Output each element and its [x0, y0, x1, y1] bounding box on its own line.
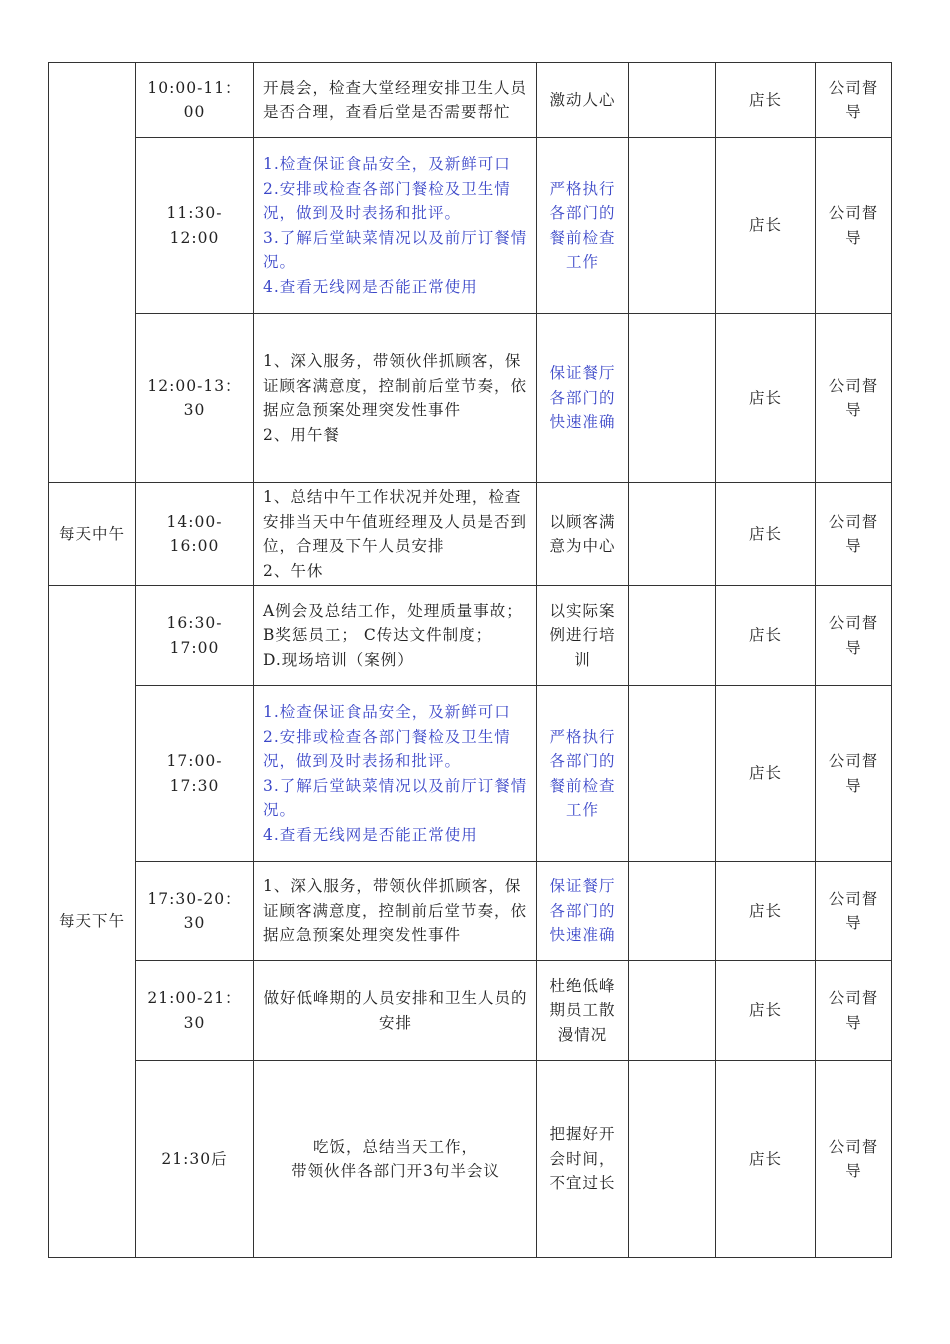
purpose-cell — [537, 586, 629, 686]
owner-cell — [716, 138, 816, 314]
time-cell — [136, 862, 254, 961]
purpose-cell — [537, 862, 629, 961]
table-row — [49, 314, 892, 483]
supervisor-label: 公司督导 — [828, 204, 879, 247]
empty-cell — [629, 586, 716, 686]
content-line: 1、总结中午工作状况并处理，检查安排当天中午值班经理及人员是否到位，合理及下午人员安排 — [263, 488, 528, 555]
content-line: D.现场培训（案例） — [263, 650, 414, 669]
content-cell — [254, 314, 537, 483]
content-line: 开晨会，检查大堂经理安排卫生人员是否合理，查看后堂是否需要帮忙 — [263, 78, 528, 121]
supervisor-cell — [816, 138, 892, 314]
time-label: 14:00-16:00 — [166, 512, 223, 555]
owner-label: 店长 — [748, 1149, 782, 1168]
time-cell — [136, 1061, 254, 1258]
purpose-cell — [537, 314, 629, 483]
purpose-label: 保证餐厅各部门的快速准确 — [549, 364, 616, 432]
period-label: 每天下午 — [58, 912, 125, 931]
supervisor-label: 公司督导 — [828, 512, 879, 555]
management-schedule-table — [48, 62, 892, 1258]
content-line: 1.检查保证食品安全，及新鲜可口 — [263, 155, 511, 173]
purpose-label: 激动人心 — [549, 90, 616, 109]
content-cell — [254, 686, 537, 862]
purpose-label: 严格执行各部门的餐前检查工作 — [549, 179, 616, 271]
purpose-cell — [537, 686, 629, 862]
supervisor-label: 公司督导 — [828, 78, 879, 121]
empty-cell — [629, 63, 716, 138]
content-line: 2、用午餐 — [263, 425, 340, 444]
empty-cell — [629, 314, 716, 483]
owner-label: 店长 — [748, 524, 782, 543]
supervisor-label: 公司督导 — [828, 376, 879, 419]
time-label: 17:00-17:30 — [166, 752, 223, 795]
empty-cell — [629, 686, 716, 862]
owner-cell — [716, 862, 816, 961]
content-line: A例会及总结工作，处理质量事故； B奖惩员工； C传达文件制度； — [263, 601, 523, 645]
content-line: 1.检查保证食品安全，及新鲜可口 — [263, 703, 511, 721]
time-cell — [136, 138, 254, 314]
owner-cell — [716, 483, 816, 586]
owner-cell — [716, 686, 816, 862]
supervisor-cell — [816, 686, 892, 862]
time-label: 11:30-12:00 — [166, 204, 223, 247]
empty-cell — [629, 1061, 716, 1258]
content-cell — [254, 586, 537, 686]
time-cell — [136, 961, 254, 1061]
owner-label: 店长 — [748, 1001, 782, 1020]
table-row — [49, 138, 892, 314]
content-line: 2.安排或检查各部门餐检及卫生情况，做到及时表扬和批评。 — [263, 179, 511, 222]
purpose-label: 以实际案例进行培训 — [549, 601, 616, 669]
owner-cell — [716, 314, 816, 483]
time-label: 12:00-13：30 — [147, 376, 242, 419]
content-line: 做好低峰期的人员安排和卫生人员的安排 — [263, 989, 528, 1032]
table-row — [49, 586, 892, 686]
table-row — [49, 63, 892, 138]
time-cell — [136, 586, 254, 686]
purpose-cell — [537, 961, 629, 1061]
supervisor-cell — [816, 63, 892, 138]
time-cell — [136, 314, 254, 483]
content-cell — [254, 862, 537, 961]
supervisor-label: 公司督导 — [828, 989, 879, 1032]
time-label: 10:00-11：00 — [147, 78, 242, 121]
time-cell — [136, 686, 254, 862]
period-cell — [49, 63, 136, 483]
table-row — [49, 862, 892, 961]
empty-cell — [629, 138, 716, 314]
content-line: 4.查看无线网是否能正常使用 — [263, 825, 478, 844]
supervisor-label: 公司督导 — [828, 752, 879, 795]
content-line: 3.了解后堂缺菜情况以及前厅订餐情况。 — [263, 776, 528, 819]
time-label: 16:30-17:00 — [166, 614, 223, 657]
supervisor-cell — [816, 1061, 892, 1258]
content-line: 1、深入服务，带领伙伴抓顾客，保证顾客满意度，控制前后堂节奏，依据应急预案处理突发性事件 — [263, 352, 528, 419]
time-cell — [136, 63, 254, 138]
supervisor-cell — [816, 862, 892, 961]
content-cell — [254, 63, 537, 138]
empty-cell — [629, 483, 716, 586]
purpose-label: 以顾客满意为中心 — [549, 512, 616, 555]
owner-label: 店长 — [748, 216, 782, 235]
content-line: 4.查看无线网是否能正常使用 — [263, 277, 478, 296]
time-label: 21:30后 — [161, 1149, 228, 1168]
purpose-cell — [537, 483, 629, 586]
period-label: 每天中午 — [58, 524, 125, 543]
supervisor-cell — [816, 961, 892, 1061]
content-cell — [254, 1061, 537, 1258]
supervisor-label: 公司督导 — [828, 1137, 879, 1180]
table-row — [49, 483, 892, 586]
content-line: 3.了解后堂缺菜情况以及前厅订餐情况。 — [263, 228, 528, 271]
purpose-cell — [537, 1061, 629, 1258]
table-row — [49, 686, 892, 862]
content-line: 吃饭，总结当天工作， — [312, 1137, 478, 1156]
owner-label: 店长 — [748, 764, 782, 783]
period-cell — [49, 586, 136, 1258]
purpose-label: 把握好开会时间，不宜过长 — [549, 1125, 616, 1193]
supervisor-cell — [816, 586, 892, 686]
supervisor-cell — [816, 314, 892, 483]
time-cell — [136, 483, 254, 586]
empty-cell — [629, 862, 716, 961]
owner-label: 店长 — [748, 388, 782, 407]
purpose-label: 严格执行各部门的餐前检查工作 — [549, 727, 616, 819]
content-line: 1、深入服务，带领伙伴抓顾客，保证顾客满意度，控制前后堂节奏，依据应急预案处理突发性事件 — [263, 877, 528, 945]
owner-cell — [716, 63, 816, 138]
owner-label: 店长 — [748, 90, 782, 109]
empty-cell — [629, 961, 716, 1061]
owner-cell — [716, 961, 816, 1061]
purpose-label: 保证餐厅各部门的快速准确 — [549, 877, 616, 945]
content-line: 2、午休 — [263, 561, 324, 580]
period-cell — [49, 483, 136, 586]
supervisor-label: 公司督导 — [828, 889, 879, 932]
purpose-cell — [537, 63, 629, 138]
time-label: 21:00-21：30 — [147, 989, 242, 1032]
owner-label: 店长 — [748, 901, 782, 920]
table-row — [49, 961, 892, 1061]
supervisor-cell — [816, 483, 892, 586]
table-row — [49, 1061, 892, 1258]
content-line: 2.安排或检查各部门餐检及卫生情况，做到及时表扬和批评。 — [263, 727, 511, 770]
owner-cell — [716, 1061, 816, 1258]
content-cell — [254, 483, 537, 586]
supervisor-label: 公司督导 — [828, 614, 879, 657]
owner-cell — [716, 586, 816, 686]
content-line: 带领伙伴各部门开3句半会议 — [291, 1162, 500, 1180]
content-cell — [254, 961, 537, 1061]
purpose-label: 杜绝低峰期员工散漫情况 — [549, 976, 616, 1044]
time-label: 17:30-20：30 — [147, 889, 242, 932]
content-cell — [254, 138, 537, 314]
owner-label: 店长 — [748, 626, 782, 645]
purpose-cell — [537, 138, 629, 314]
